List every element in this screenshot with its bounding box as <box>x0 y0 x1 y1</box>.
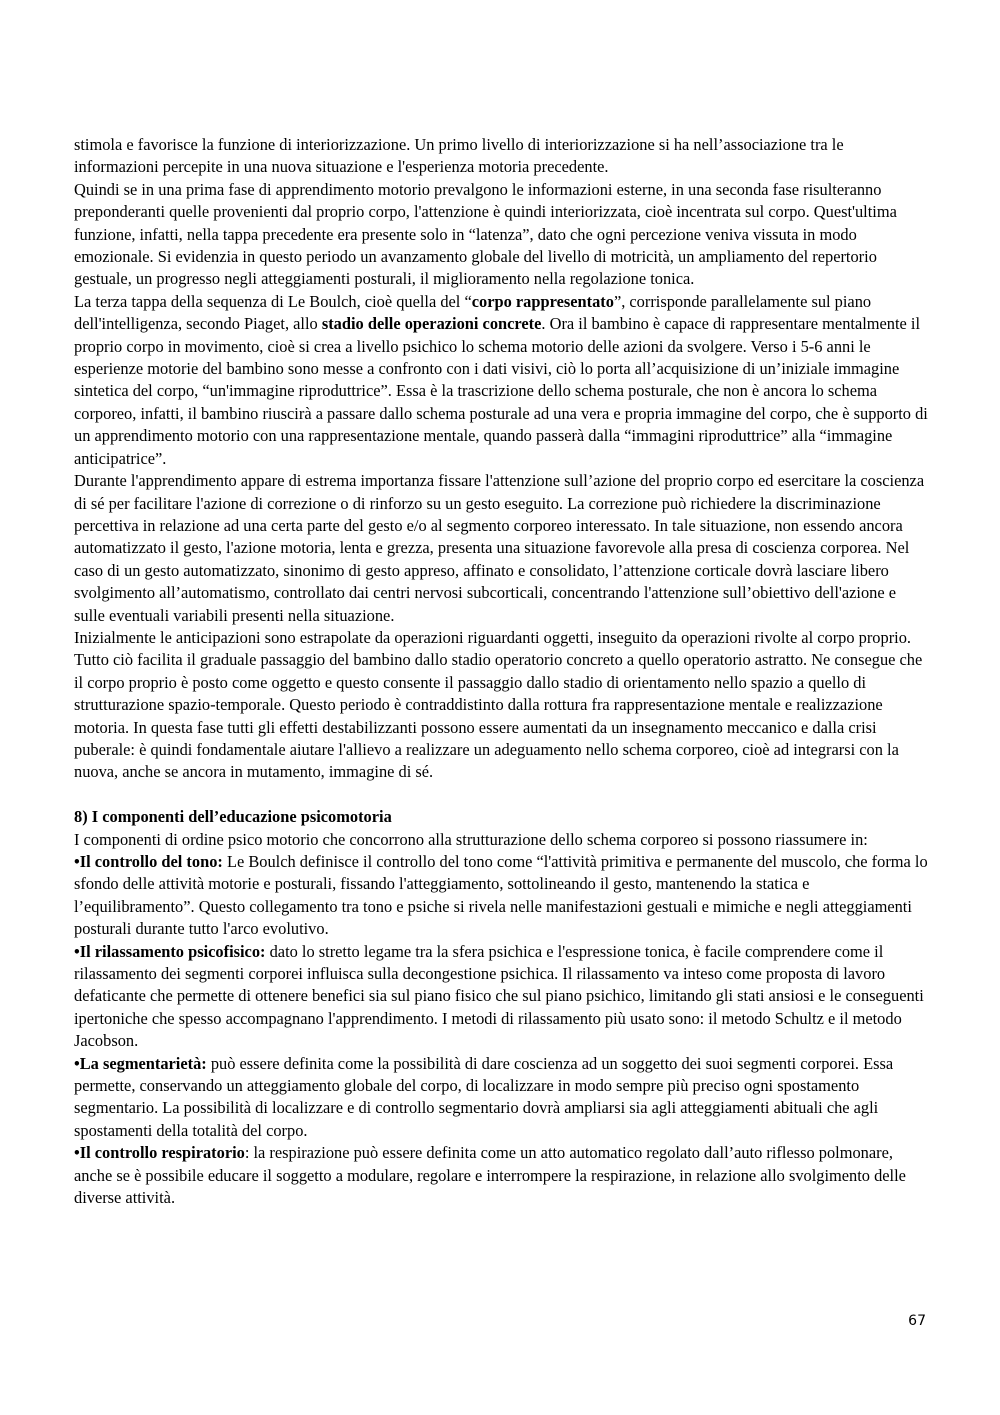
bold-term-corpo-rappresentato: corpo rappresentato <box>471 291 614 311</box>
list-item-segmentarieta <box>74 1053 930 1143</box>
list-item-text: Le Boulch definisce il controllo del tono come “l'attività primitiva e permanente del muscolo, che forma lo sfondo delle attività motorie e posturali, fissando l'atteggiamento, sottolineando il gesto, mantenendo la statica e l’equilibramento”. Questo collegamento tra tono e psiche si rivela nelle manifestazioni gestuali e mimiche e negli atteggiamenti posturali durante tutto l'arco evolutivo. <box>74 851 928 939</box>
paragraph-represented-body <box>74 291 930 470</box>
list-item-text: dato lo stretto legame tra la sfera psichica e l'espressione tonica, è facile comprendere come il rilassamento dei segmenti corporei influisca sulla decongestione psichica. Il rilassamento va inteso come proposta di lavoro defaticante che permette di ottenere benefici sia sul piano fisico che sul piano psichico, limitando gli stati ansiosi e le conseguenti ipertoniche che spesso accompagnano l'apprendimento. I metodi di rilassamento più usato sono: il metodo Schultz e il metodo Jacobson. <box>74 941 924 1051</box>
section-intro: I componenti di ordine psico motorio che concorrono alla strutturazione dello schema corporeo si possono riassumere in: <box>74 829 868 849</box>
list-item-text: : la respirazione può essere definita come un atto automatico regolato dall’auto riflesso polmonare, anche se è possibile educare il soggetto a modulare, regolare e interrompere la respirazione, in relazione allo svolgimento delle diverse attività. <box>74 1143 906 1208</box>
paragraph-gap <box>74 784 930 806</box>
list-item-rilassamento <box>74 941 930 1053</box>
paragraph-attention-correction: Durante l'apprendimento appare di estrema importanza fissare l'attenzione sull’azione del proprio corpo ed esercitare la coscienza di sé per facilitare l'azione di correzione o di rinforzo su un gesto eseguito. La correzione può richiedere la discriminazione percettiva in relazione ad una certa parte del gesto e/o al segmento corporeo interessato. In tale situazione, non essendo ancora automatizzato il gesto, l'azione motoria, lenta e grezza, presenta una situazione favorevole alla presa di coscienza corporea. Nel caso di un gesto automatizzato, sinonimo di gesto appreso, affinato e consolidato, l’attenzione corticale dovrà lasciare libero svolgimento all’automatismo, controllato dai centri nervosi subcorticali, concentrando l'attenzione sull’obiettivo dell'azione e sulle eventuali variabili presenti nella situazione. <box>74 471 925 625</box>
paragraph-interiorization: stimola e favorisce la funzione di interiorizzazione. Un primo livello di interiorizzazione si ha nell’associazione tra le informazioni percepite in una nuova situazione e l'esperienza motoria precedente. <box>74 135 844 177</box>
list-item-term: •Il controllo respiratorio <box>74 1143 245 1163</box>
list-item-term: •Il controllo del tono: <box>74 851 223 871</box>
text-run: ”, corrisponde parallelamente sul piano dell'intelligenza, secondo Piaget, allo <box>74 291 872 334</box>
document-body <box>74 134 930 1209</box>
paragraph-learning-phases: Quindi se in una prima fase di apprendimento motorio prevalgono le informazioni esterne, in una seconda fase risulteranno preponderanti quelle provenienti dal proprio corpo, l'attenzione è quindi interiorizzata, cioè incentrata sul corpo. Quest'ultima funzione, infatti, nella tappa precedente era presente solo in “latenza”, dato che ogni percezione veniva vissuta in modo emozionale. Si evidenzia in questo periodo un avanzamento globale del livello di motricità, un ampliamento del repertorio gestuale, un progresso negli atteggiamenti posturali, il miglioramento nella regolazione tonica. <box>74 179 897 289</box>
bold-term-operazioni-concrete: stadio delle operazioni concrete <box>321 314 542 334</box>
paragraph-anticipations: Inizialmente le anticipazioni sono estrapolate da operazioni riguardanti oggetti, inseguito da operazioni rivolte al corpo proprio. Tutto ciò facilita il graduale passaggio del bambino dallo stadio operatorio concreto a quello operatorio astratto. Ne consegue che il corpo proprio è posto come oggetto e questo consente il passaggio dallo stadio di orientamento nello spazio a quello di strutturazione spazio-temporale. Questo periodo è contraddistinto dalla rottura fra rappresentazione mentale e realizzazione motoria. In questa fase tutti gli effetti destabilizzanti possono essere aumentati da un insegnamento meccanico e dalla crisi puberale: è quindi fondamentale aiutare l'allievo a realizzare un adeguamento nello schema corporeo, cioè ad integrarsi con la nuova, anche se ancora in mutamento, immagine di sé. <box>74 627 923 782</box>
section-heading-text: 8) I componenti dell’educazione psicomotoria <box>74 807 392 827</box>
list-item-respiratorio <box>74 1142 930 1209</box>
list-item-text: può essere definita come la possibilità di dare coscienza ad un soggetto dei suoi segmenti corporei. Essa permette, conservando un atteggiamento globale del corpo, di localizzare in modo sempre più preciso ogni spostamento segmentario. La possibilità di localizzare e di controllo segmentario dovrà ampliarsi sia agli atteggiamenti abituali che agli spostamenti della totalità del corpo. <box>74 1053 894 1140</box>
list-item-term: •La segmentarietà: <box>74 1053 207 1073</box>
page-number: 67 <box>908 1313 926 1329</box>
list-item-tono <box>74 851 930 941</box>
text-run: La terza tappa della sequenza di Le Boulch, cioè quella del “ <box>74 291 472 311</box>
text-run: . Ora il bambino è capace di rappresentare mentalmente il proprio corpo in movimento, cioè si crea a livello psichico lo schema motorio delle azioni da svolgere. Verso i 5-6 anni le esperienze motorie del bambino sono messe a confronto con i dati visivi, ciò lo porta all’acquisizione di un’iniziale immagine sintetica del corpo, “un'immagine riproduttrice”. Essa è la trascrizione dello schema posturale, che non è ancora lo schema corporeo, infatti, il bambino riuscirà a passare dallo schema posturale ad una vera e propria immagine del corpo, che è supporto di un apprendimento motorio con una rappresentazione mentale, quando passerà dalla “immagini riproduttrice” alla “immagine anticipatrice”. <box>74 314 928 468</box>
list-item-term: •Il rilassamento psicofisico: <box>74 941 266 961</box>
section-heading <box>74 806 930 828</box>
